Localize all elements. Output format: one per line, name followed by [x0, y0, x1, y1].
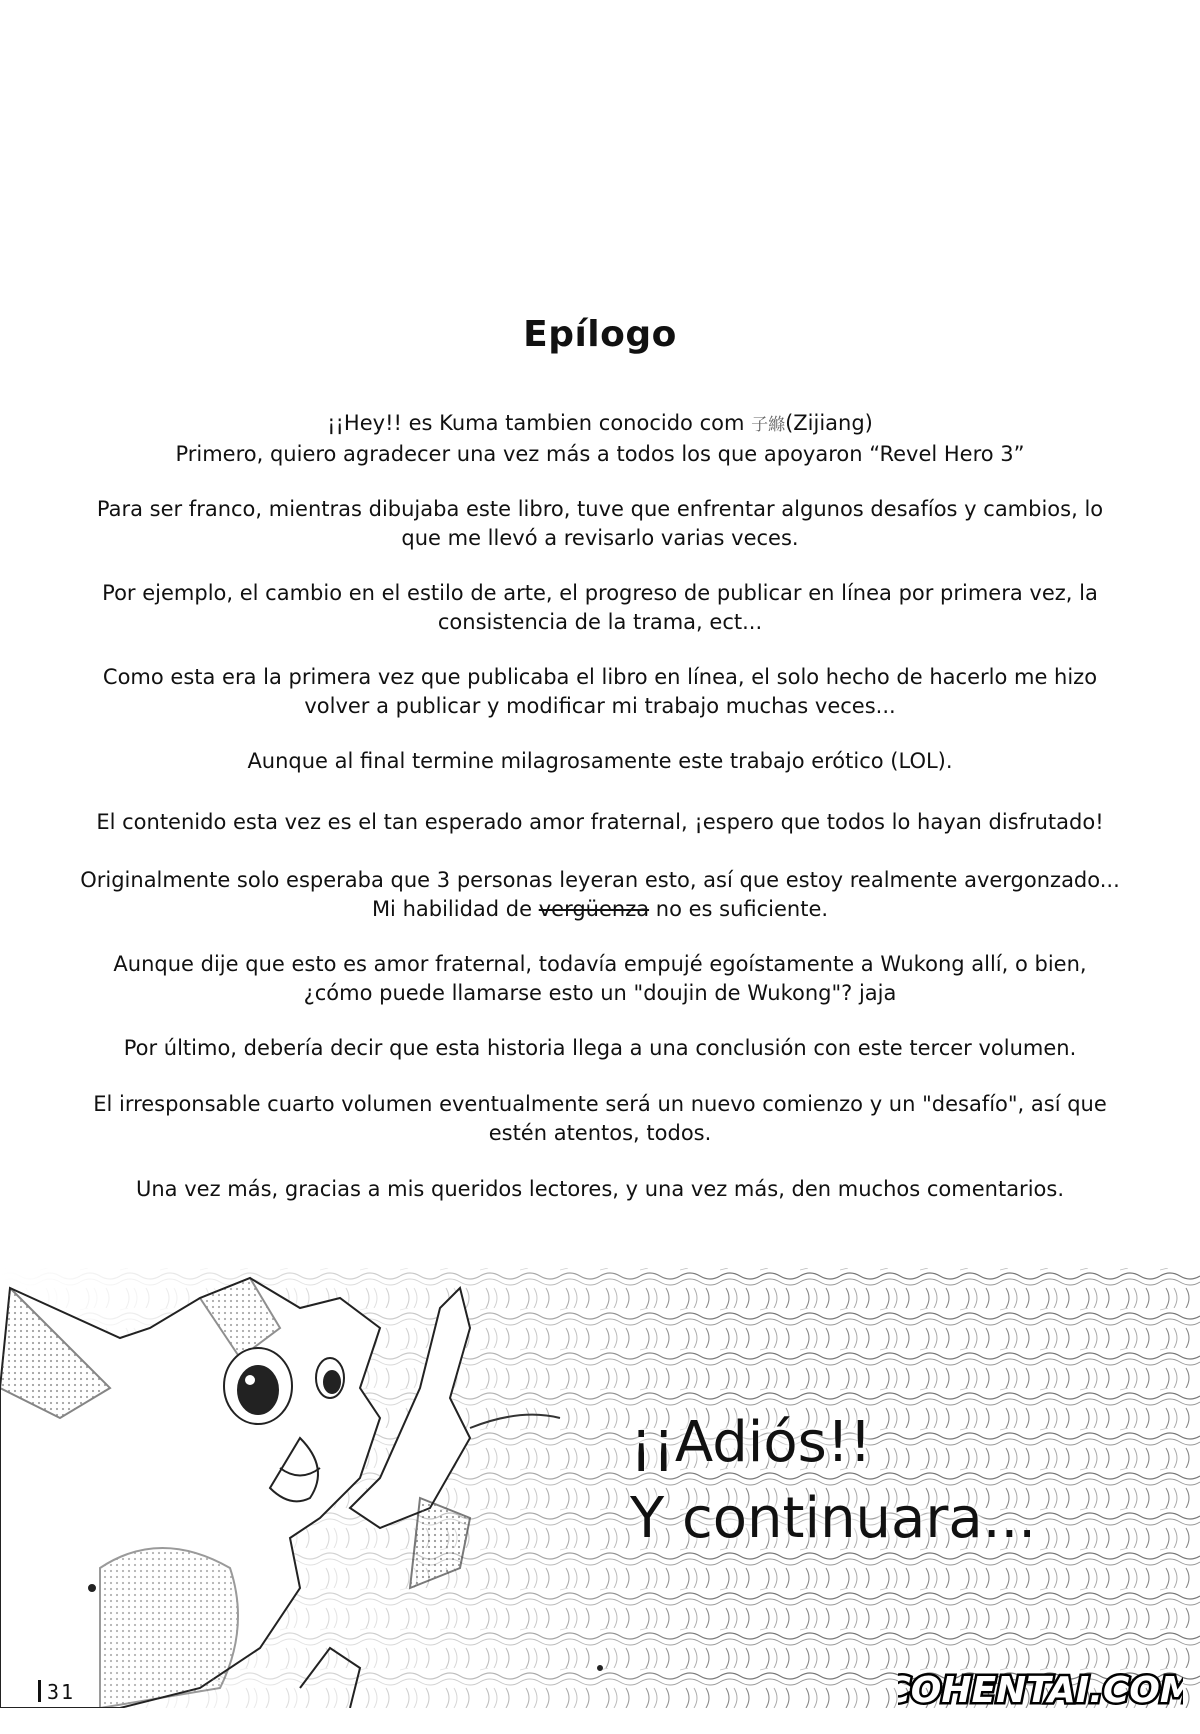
paragraph-examples	[60, 579, 1140, 637]
watermark-text: COHENTAI.COM	[898, 1670, 1183, 1711]
paragraph-line: Como esta era la primera vez que publicaba el libro en línea, el solo hecho de hacerlo me hizo	[102, 665, 1098, 689]
paragraph-line: Una vez más, gracias a mis queridos lectores, y una vez más, den muchos comentarios.	[136, 1177, 1064, 1201]
paragraph-line: consistencia de la trama, ect...	[437, 610, 763, 634]
paragraph-embarrassed	[60, 866, 1140, 924]
page-number-bar	[38, 1680, 41, 1702]
paragraph-challenges	[60, 495, 1140, 553]
page-title: Epílogo	[523, 314, 677, 355]
paragraph-finished	[60, 747, 1140, 776]
farewell-line-2: Y continuara...	[630, 1486, 1037, 1551]
paragraph-thanks	[60, 1175, 1140, 1204]
farewell-text	[630, 1405, 1036, 1557]
paragraph-line: Por ejemplo, el cambio en el estilo de arte, el progreso de publicar en línea por primera vez, la	[102, 581, 1098, 605]
watermark-logo	[898, 1660, 1183, 1716]
paragraph-line: que me llevó a revisarlo varias veces.	[401, 526, 799, 550]
paragraph-line: El irresponsable cuarto volumen eventualmente será un nuevo comienzo y un "desafío", así que	[93, 1092, 1107, 1116]
paragraph-line: ¿cómo puede llamarse esto un "doujin de Wukong"? jaja	[303, 981, 897, 1005]
page-number	[38, 1680, 75, 1704]
paragraph-line: Para ser franco, mientras dibujaba este libro, tuve que enfrentar algunos desafíos y cambios, lo	[96, 497, 1104, 521]
paragraph-conclusion	[60, 1034, 1140, 1063]
author-kanji-name: 子縧	[751, 415, 786, 435]
greeting-line-2: Primero, quiero agradecer una vez más a todos los que apoyaron “Revel Hero 3”	[175, 442, 1025, 466]
paragraph-line: estén atentos, todos.	[488, 1121, 712, 1145]
page-number-text: 31	[47, 1680, 76, 1704]
paragraph-line: Originalmente solo esperaba que 3 personas leyeran esto, así que estoy realmente avergonzado...	[80, 868, 1120, 892]
paragraph-line: El contenido esta vez es el tan esperado amor fraternal, ¡espero que todos lo hayan disfrutado!	[96, 810, 1104, 834]
greeting-line-1: ¡¡Hey!! es Kuma tambien conocido com 子縧(Zijiang)	[327, 411, 873, 435]
struck-word: vergüenza	[538, 897, 650, 921]
farewell-line-1: ¡¡Adiós!!	[630, 1410, 872, 1475]
paragraph-line: Aunque al final termine milagrosamente este trabajo erótico (LOL).	[247, 749, 953, 773]
paragraph-content	[60, 808, 1140, 837]
paragraph-line: volver a publicar y modificar mi trabajo muchas veces...	[304, 694, 896, 718]
paragraph-fourth-volume	[60, 1090, 1140, 1148]
paragraph-line: Por último, debería decir que esta historia llega a una conclusión con este tercer volumen.	[123, 1036, 1077, 1060]
paragraph-line: Mi habilidad de vergüenza no es suficiente.	[371, 897, 829, 921]
paragraph-wukong	[60, 950, 1140, 1008]
paragraph-line: Aunque dije que esto es amor fraternal, todavía empujé egoístamente a Wukong allí, o bien,	[113, 952, 1087, 976]
paragraph-greeting	[60, 409, 1140, 469]
paragraph-online	[60, 663, 1140, 721]
